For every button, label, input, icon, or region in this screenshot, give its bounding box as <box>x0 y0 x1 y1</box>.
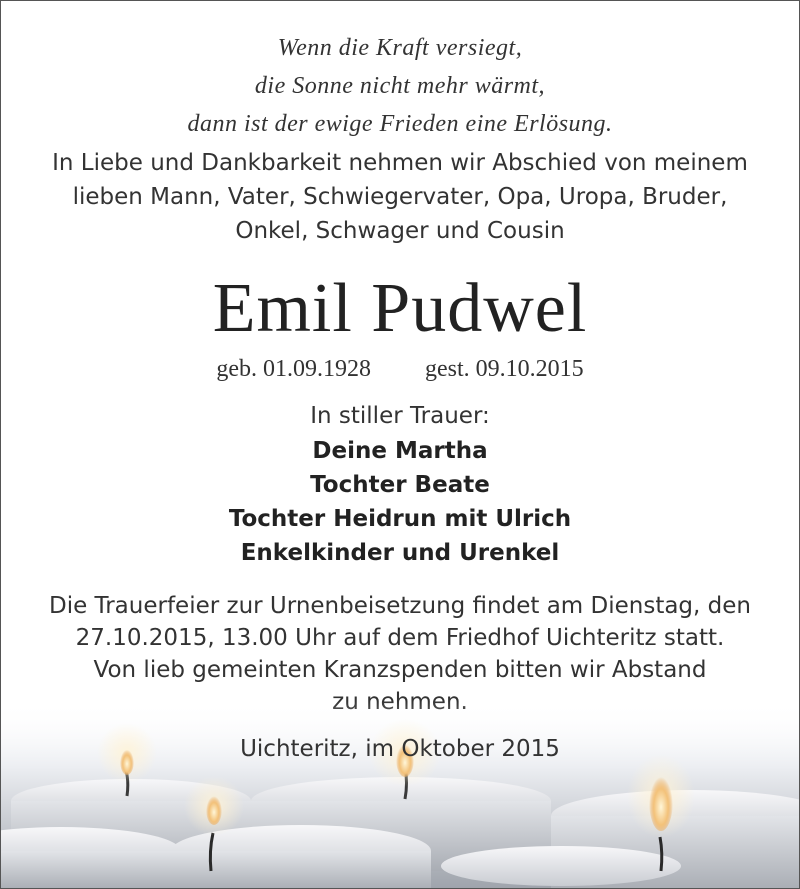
place-and-date: Uichteritz, im Oktober 2015 <box>240 736 560 762</box>
verse-line: Wenn die Kraft versiegt, <box>277 35 523 61</box>
verse-line: die Sonne nicht mehr wärmt, <box>254 73 546 99</box>
mourners-list <box>1 434 799 570</box>
mourning-label: In stiller Trauer: <box>310 403 490 429</box>
intro-line: lieben Mann, Vater, Schwiegervater, Opa, Uropa, Bruder, <box>72 184 728 210</box>
ceremony-line: 27.10.2015, 13.00 Uhr auf dem Friedhof Uichteritz statt. <box>75 625 725 651</box>
ceremony-line: Die Trauerfeier zur Urnenbeisetzung findet am Dienstag, den <box>49 593 751 619</box>
candles-image <box>1 701 800 889</box>
verse <box>1 29 799 143</box>
mourner: Enkelkinder und Urenkel <box>240 540 560 566</box>
ceremony-info <box>1 590 799 718</box>
ceremony-line: Von lieb gemeinten Kranzspenden bitten wir Abstand <box>93 657 707 683</box>
life-dates <box>1 352 799 386</box>
mourner: Tochter Heidrun mit Ulrich <box>228 506 572 532</box>
birth-date: geb. 01.09.1928 <box>216 356 371 382</box>
intro-text <box>1 146 799 248</box>
mourner: Deine Martha <box>312 438 488 464</box>
intro-line: Onkel, Schwager und Cousin <box>235 218 565 244</box>
death-date: gest. 09.10.2015 <box>424 356 584 382</box>
deceased-name: Emil Pudwel <box>212 270 588 347</box>
verse-line: dann ist der ewige Frieden eine Erlösung. <box>187 111 613 137</box>
intro-line: In Liebe und Dankbarkeit nehmen wir Abschied von meinem <box>52 150 748 176</box>
mourner: Tochter Beate <box>310 472 490 498</box>
